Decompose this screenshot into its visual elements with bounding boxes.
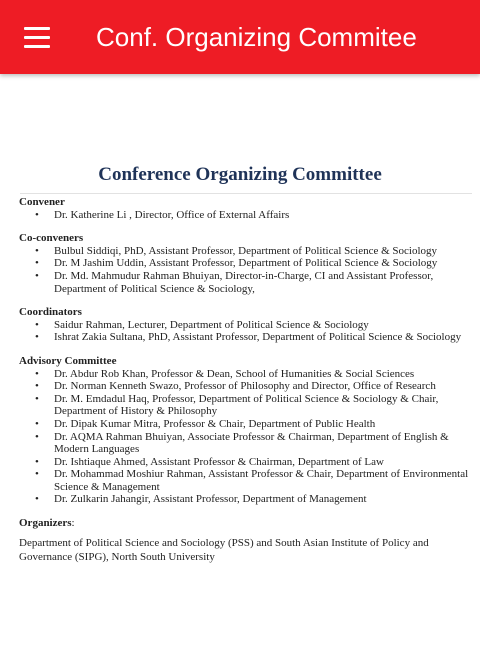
page-heading: Conference Organizing Committee: [98, 164, 382, 185]
committee-body: [19, 196, 474, 564]
member-list: [19, 209, 474, 222]
list-item: • Dr. M Jashim Uddin, Assistant Professor, Department of Political Science & Sociology: [19, 257, 474, 270]
list-item: • Dr. Abdur Rob Khan, Professor & Dean, School of Humanities & Social Sciences: [19, 368, 474, 381]
list-item: • Dr. Katherine Li , Director, Office of External Affairs: [19, 209, 474, 222]
list-item: • Ishrat Zakia Sultana, PhD, Assistant Professor, Department of Political Science & Sociology: [19, 331, 474, 344]
section-title: Coordinators: [19, 306, 82, 319]
list-item: • Dr. Dipak Kumar Mitra, Professor & Chair, Department of Public Health: [19, 418, 474, 431]
member-list: [19, 368, 474, 507]
app-title: Conf. Organizing Commitee: [96, 21, 417, 52]
list-item: • Dr. M. Emdadul Haq, Professor, Department of Political Science & Sociology & Chair, Department of History & Philosophy: [19, 393, 474, 418]
section-advisory-committee: [19, 355, 474, 506]
list-item: • Dr. Mohammad Moshiur Rahman, Assistant Professor & Chair, Department of Environmental Science & Management: [19, 468, 474, 493]
section-convener: [19, 196, 474, 221]
section-co-conveners: [19, 232, 474, 295]
section-title: Convener: [19, 196, 65, 208]
organizers-label: Organizers: [19, 517, 72, 530]
heading-divider: [20, 193, 472, 194]
app-bar: [0, 0, 480, 74]
member-list: [19, 319, 474, 344]
organizers-heading: Organizers:: [19, 517, 75, 530]
list-item: • Dr. Md. Mahmudur Rahman Bhuiyan, Director-in-Charge, CI and Assistant Professor, Department of Political Science & Sociology,: [19, 270, 474, 295]
list-item: • Dr. Zulkarin Jahangir, Assistant Professor, Department of Management: [19, 493, 474, 506]
member-list: [19, 245, 474, 295]
list-item: • Dr. Norman Kenneth Swazo, Professor of Philosophy and Director, Office of Research: [19, 380, 474, 393]
list-item: • Dr. Ishtiaque Ahmed, Assistant Professor & Chairman, Department of Law: [19, 456, 474, 469]
organizers-text: Department of Political Science and Sociology (PSS) and South Asian Institute of Policy and Governance (SIPG), North South University: [19, 536, 429, 563]
list-item: • Dr. AQMA Rahman Bhuiyan, Associate Professor & Chairman, Department of English & Modern Languages: [19, 431, 474, 456]
organizers-section: [19, 517, 474, 564]
section-coordinators: [19, 306, 474, 344]
hamburger-menu-icon[interactable]: [0, 0, 74, 74]
section-title: Co-conveners: [19, 232, 84, 245]
list-item: • Bulbul Siddiqi, PhD, Assistant Professor, Department of Political Science & Sociology: [19, 245, 474, 258]
section-title: Advisory Committee: [19, 354, 117, 367]
list-item: • Saidur Rahman, Lecturer, Department of Political Science & Sociology: [19, 319, 474, 332]
